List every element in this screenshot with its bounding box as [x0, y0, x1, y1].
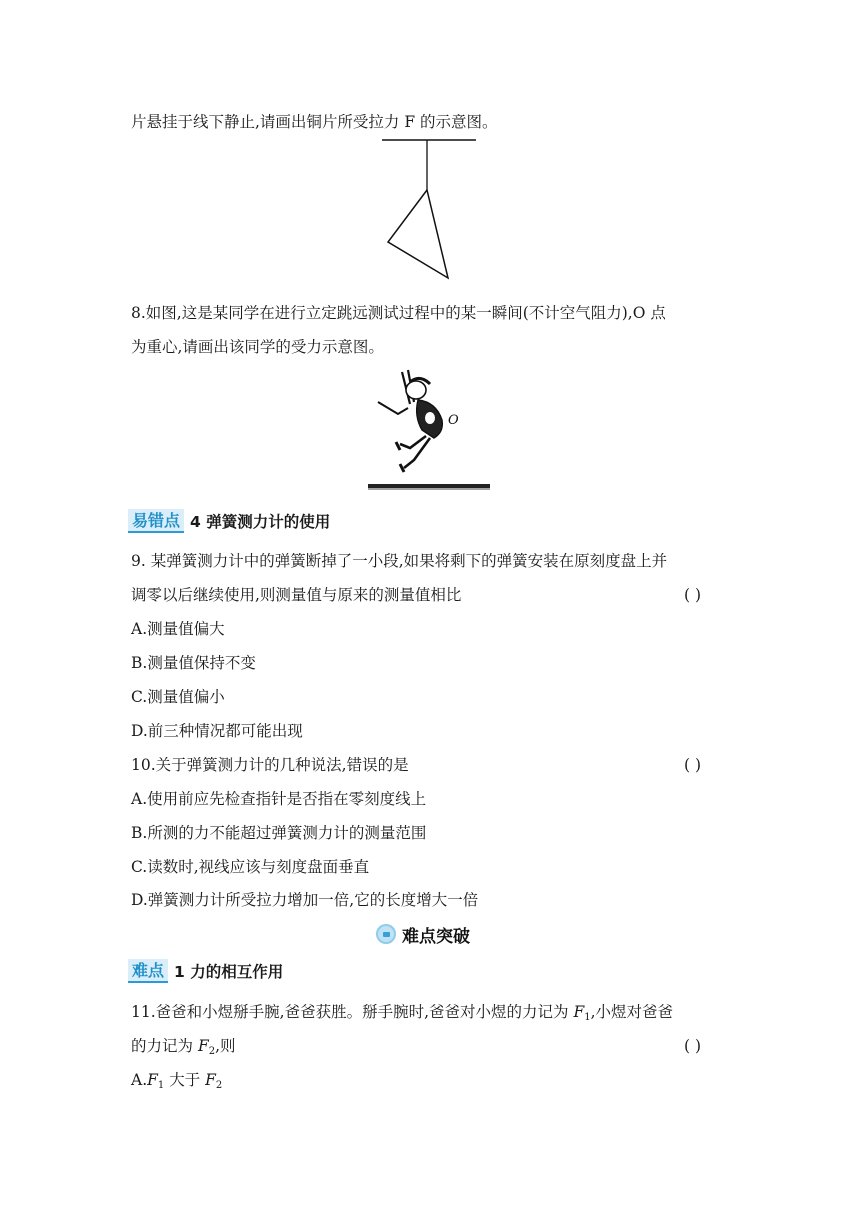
q10-answer-blank: ( )	[684, 756, 702, 774]
hanging-triangle-figure	[380, 136, 480, 286]
q10-option-c: C.读数时,视线应该与刻度盘面垂直	[131, 858, 370, 876]
q11-line2: 的力记为 $F_2$,则	[131, 1037, 236, 1057]
book-icon	[376, 924, 396, 944]
center-of-gravity-label: O	[448, 413, 459, 428]
section-difficulty-1	[128, 958, 283, 984]
section-tag: 难点	[128, 959, 168, 983]
q9-option-d: D.前三种情况都可能出现	[131, 722, 303, 740]
q7-text: 片悬挂于线下静止,请画出铜片所受拉力 F 的示意图。	[131, 113, 498, 131]
difficulty-breakthrough-banner	[376, 921, 470, 947]
q11-answer-blank: ( )	[684, 1037, 702, 1055]
section-title: 1 力的相互作用	[174, 963, 284, 981]
q9-option-c: C.测量值偏小	[131, 688, 225, 706]
q10-option-d: D.弹簧测力计所受拉力增加一倍,它的长度增大一倍	[131, 891, 479, 909]
banner-title: 难点突破	[402, 926, 470, 947]
q10-line1: 10.关于弹簧测力计的几种说法,错误的是	[131, 756, 409, 774]
q9-option-a: A.测量值偏大	[131, 620, 225, 638]
section-tag: 易错点	[128, 509, 184, 533]
q8-line1: 8.如图,这是某同学在进行立定跳远测试过程中的某一瞬间(不计空气阻力),O 点	[131, 304, 666, 322]
q9-line2: 调零以后继续使用,则测量值与原来的测量值相比	[131, 586, 462, 604]
q11-line1: 11.爸爸和小煜掰手腕,爸爸获胜。掰手腕时,爸爸对小煜的力记为 $F_1$,小煜对爸爸	[131, 1003, 674, 1023]
q9-option-b: B.测量值保持不变	[131, 654, 256, 672]
q11-option-a: $A.F_1$ 大于 $F_2$	[131, 1071, 223, 1091]
q9-line1: 9. 某弹簧测力计中的弹簧断掉了一小段,如果将剩下的弹簧安装在原刻度盘上并	[131, 552, 668, 570]
long-jump-figure	[364, 364, 494, 494]
q10-option-b: B.所测的力不能超过弹簧测力计的测量范围	[131, 824, 427, 842]
q9-answer-blank: ( )	[684, 586, 702, 604]
q8-line2: 为重心,请画出该同学的受力示意图。	[131, 338, 384, 356]
section-error-prone-4	[128, 508, 330, 534]
q10-option-a: A.使用前应先检查指针是否指在零刻度线上	[131, 790, 427, 808]
section-title: 4 弹簧测力计的使用	[190, 513, 331, 531]
